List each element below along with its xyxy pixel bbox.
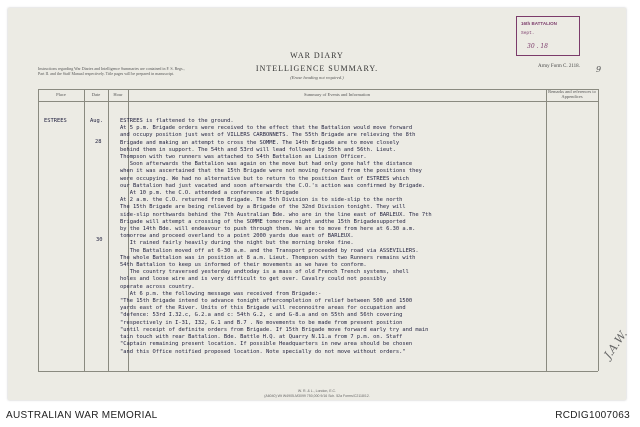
diary-line: tomorrow and proceed overland to a point 2000 yards due east of BARLEUX. [120,233,354,240]
hour-column-header: Hour [113,92,123,97]
diary-line: yards east of the River. Units of this Brigade will reconnoitre areas for occupation and [120,305,406,312]
diary-line: "Captain remaining present location. If possible Headquarters in new area should be chosen [120,341,413,348]
table-right-rule [598,89,599,371]
table-top-rule [38,89,598,90]
table-bottom-rule [38,371,598,372]
diary-line: holes and loose wire and is very difficult to get over. Cavalry could not possibly [120,276,387,283]
printer-line-2: (A6040) Wt W4905-M3099 750,000 9/16 Sch. 52a Forms/C2118/12. [264,393,370,398]
archive-caption: AUSTRALIAN WAR MEMORIAL [6,410,158,421]
diary-line: by the 14th Bde. will endeavour to push through them. We are to move from here at 6.30 a.m. [120,226,416,233]
diary-line: At 6 p.m. the following message was received from Brigade:- [120,290,322,297]
diary-line: ESTREES is flattened to the ground. [120,118,234,124]
diary-line: operate across country. [120,283,195,290]
diary-page [8,8,631,400]
diary-line: The country traversed yesterday andtoday is a mass of old French Trench systems, shell [120,269,409,276]
date-column-header: Date [91,92,101,97]
diary-line: "respectively in I-31, I32, G.1 and B.7 . No movements to be made from present position [120,319,403,326]
remarks-column-header: Remarks and references to Appendices [548,89,596,99]
title-note: (Erase heading not required.) [290,75,344,80]
instructions-note: Instructions regarding War Diaries and Intelligence Summaries are contained in F. S. Regs., Part II. and the Staff Manual respectively. Title pages will be prepared in manuscript. [38,66,185,76]
diary-line: Soon afterwards the Battalion was again on the move but had only gone half the distance [120,161,413,168]
table-left-rule [38,89,39,371]
printer-line-1: W. R. & L., London, E.C. [297,389,337,393]
table-header-rule [38,101,598,102]
diary-line: when it was ascertained that the 15th Brigade were not moving forward from the positions they [120,168,422,175]
diary-line: 54th Battalion to keep us informed of their movements as we have to conform. [120,262,367,269]
diary-line: "defence: 53rd I.32.c, G.2.a and c: 54th G.2, c and G-8.a and on 55th and 56th covering [120,312,403,319]
entry-day-28: 28 [95,139,102,145]
diary-line: The Battalion moved off at 6-30 a.m. and the Transport proceeded by road via ASSEVILLERS. [120,247,419,254]
diary-line: The whole Battalion was in position at 8 a.m. Lieut. Thompson with two Runners remains with [120,254,416,261]
battalion-stamp [516,16,580,56]
page-mark: 9 [596,65,602,74]
stamp-month: Sept. [521,31,535,36]
entry-place: ESTREES [44,118,67,124]
diary-line: It rained fairly heavily during the night but the morning broke fine. [120,240,354,247]
diary-line: The 15th Brigade are being relieved by a Brigade of the 32nd Division tonight. They will [120,204,406,211]
diary-line: Thompson with two runners was attached to 54th Battalion as Liaison Officer. [120,154,367,161]
diary-line: and occupy position just west of VILLERS CARBONNETS. The 55th Brigade are relieving the 8th [120,132,416,139]
stamp-unit: 16th BATTALION [521,21,557,26]
intelligence-summary-title: INTELLIGENCE SUMMARY. [255,64,379,73]
army-form-number: Army Form C. 2118. [538,64,580,69]
diary-line: our Battalion had just vacated and soon afterwards the C.O.'s action was confirmed by Brigade. [120,182,426,189]
diary-entry-text [120,118,560,356]
place-column-header: Place [56,92,66,97]
diary-line: At 2 a.m. the C.O. returned from Brigade. The 5th Division is to side-slip to the north [120,197,403,204]
diary-line: "until receipt of definite orders from Brigade. If 15th Brigade move forward early try and main [120,326,429,333]
entry-day-30: 30 [96,237,103,243]
printer-imprint [8,389,626,398]
diary-line: behind them in support. The 54th and 53rd will lead followed by 55th and 56th. Lieut. [120,146,396,153]
diary-line: "The 15th Brigade intend to advance tonight aftercompletion of relief between 500 and 1500 [120,298,413,305]
war-diary-title: WAR DIARY [290,51,344,60]
entry-month: Aug. [90,118,103,124]
record-id: RCDIG1007063 [555,410,630,421]
date-hour-rule [108,89,109,371]
handwritten-initials: J.A.W. [601,327,631,362]
diary-line: Brigade will attempt a crossing of the SOMME tomorrow night andthe 15th Brigadesupported [120,218,406,225]
summary-column-header: Summary of Events and Information [304,92,370,97]
place-date-rule [84,89,85,371]
diary-line: side-slip northwards behind the 7th Australian Bde. who are in the line east of BARLEUX. The 7th [120,211,432,218]
diary-line: At 5 p.m. Brigade orders were received to the effect that the Battalion would move forward [120,125,413,132]
diary-line: Brigade and making an attempt to cross the SOMME. The 14th Brigade are to move closely [120,139,400,146]
diary-line: were occupying. We had no alternative but to return to the position East of ESTREES which [120,175,409,182]
diary-line: "and this Office notified proposed location. Note specially do not move without orders." [120,348,406,355]
diary-line: tain touch with rear Battalion. Bde. Battle H.Q. at Quarry N.11.a from 7 p.m. on. Staff [120,334,403,341]
diary-line: At 10 p.m. the C.O. attended a conference at Brigade [120,190,299,197]
stamp-date: 30 . 18 [527,43,548,50]
